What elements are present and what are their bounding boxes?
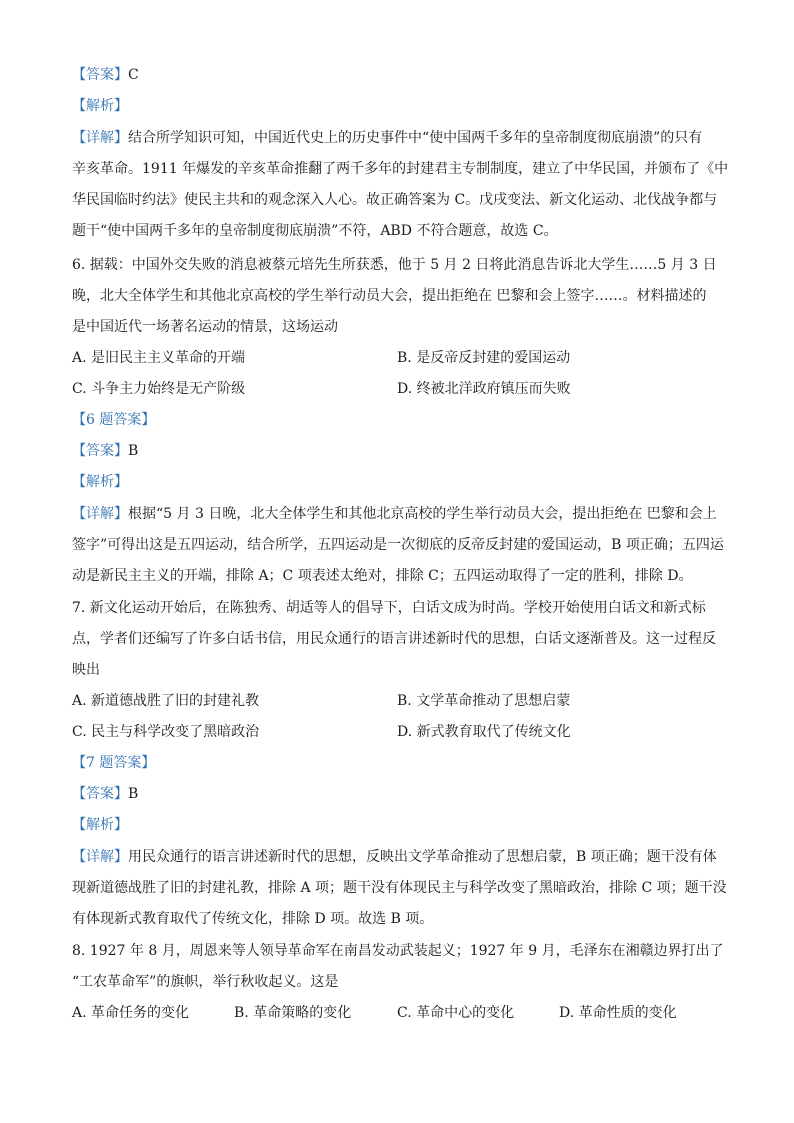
q7-answer-row — [72, 783, 138, 805]
q7-detail-line-2: 现新道德战胜了旧的封建礼教，排除 A 项；题干没有体现民主与科学改变了黑暗政治，排除 C 项；题干没 — [72, 880, 727, 896]
answer-value: B — [128, 786, 139, 802]
answer-value: C — [128, 67, 139, 83]
q7-stem-line-1: 7. 新文化运动开始后，在陈独秀、胡适等人的倡导下，白话文成为时尚。学校开始使用白话文和新式标 — [72, 600, 706, 616]
q5-detail-line-2: 辛亥革命。1911 年爆发的辛亥革命推翻了两千多年的封建君主专制制度，建立了中华民国，并颁布了《中 — [72, 161, 729, 177]
q5-analysis-tag: 【解析】 — [72, 98, 128, 114]
q6-stem-line-2: 晚，北大全体学生和其他北京高校的学生举行动员大会，提出拒绝在 巴黎和会上签字……。材料描述的 — [72, 288, 707, 304]
q6-detail-line-2: 签字”可得出这是五四运动，结合所学，五四运动是一次彻底的反帝反封建的爱国运动，B 项正确；五四运 — [72, 537, 724, 553]
answer-tag: 【答案】 — [72, 67, 128, 83]
q8-option-a: A. 革命任务的变化 — [72, 1005, 190, 1021]
q6-detail-line-1: 【详解】根据“5 月 3 日晚，北大全体学生和其他北京高校的学生举行动员大会，提出拒绝在 巴黎和会上 — [72, 506, 717, 522]
q7-option-c: C. 民主与科学改变了黑暗政治 — [72, 724, 260, 740]
q7-detail-line-1: 【详解】用民众通行的语言讲述新时代的思想，反映出文学革命推动了思想启蒙，B 项正确；题干没有体 — [72, 849, 717, 865]
q8-stem-line-2: “工农革命军”的旗帜，举行秋收起义。这是 — [72, 974, 339, 990]
q6-stem-line-3: 是中国近代一场著名运动的情景，这场运动 — [72, 319, 338, 335]
q8-stem-line-1: 8. 1927 年 8 月，周恩来等人领导革命军在南昌发动武装起义；1927 年 9 月，毛泽东在湘赣边界打出了 — [72, 943, 724, 959]
q8-option-b: B. 革命策略的变化 — [234, 1005, 352, 1021]
answer-tag: 【答案】 — [72, 786, 128, 802]
q7-detail-line-3: 有体现新式教育取代了传统文化，排除 D 项。故选 B 项。 — [72, 911, 434, 927]
q8-option-c: C. 革命中心的变化 — [397, 1005, 515, 1021]
q5-detail-line-4: 题干“使中国两千多年的皇帝制度彻底崩溃”不符，ABD 不符合题意，故选 C。 — [72, 223, 558, 239]
q7-stem-line-3: 映出 — [72, 662, 100, 678]
q7-analysis-tag: 【解析】 — [72, 817, 128, 833]
q6-analysis-tag: 【解析】 — [72, 474, 128, 490]
q7-option-d: D. 新式教育取代了传统文化 — [397, 724, 571, 740]
q8-option-d: D. 革命性质的变化 — [559, 1005, 677, 1021]
detail-tag: 【详解】 — [72, 506, 128, 522]
detail-tag: 【详解】 — [72, 849, 128, 865]
q5-answer-row — [72, 64, 139, 86]
q7-option-b: B. 文学革命推动了思想启蒙 — [397, 693, 571, 709]
q7-section-tag: 【7 题答案】 — [72, 755, 156, 771]
q6-option-d: D. 终被北洋政府镇压而失败 — [397, 381, 571, 397]
q6-option-c: C. 斗争主力始终是无产阶级 — [72, 381, 246, 397]
q5-detail-line-1: 【详解】结合所学知识可知，中国近代史上的历史事件中“使中国两千多年的皇帝制度彻底崩溃”的只有 — [72, 130, 703, 146]
q7-option-a: A. 新道德战胜了旧的封建礼教 — [72, 693, 260, 709]
q6-section-tag: 【6 题答案】 — [72, 412, 156, 428]
answer-value: B — [128, 443, 139, 459]
q6-detail-line-3: 动是新民主主义的开端，排除 A；C 项表述太绝对，排除 C；五四运动取得了一定的胜利，排除 D。 — [72, 568, 693, 584]
answer-tag: 【答案】 — [72, 443, 128, 459]
q6-answer-row — [72, 440, 138, 462]
detail-tag: 【详解】 — [72, 130, 128, 146]
q5-detail-line-3: 华民国临时约法》使民主共和的观念深入人心。故正确答案为 C。戊戌变法、新文化运动、北伐战争都与 — [72, 192, 718, 208]
q6-option-b: B. 是反帝反封建的爱国运动 — [397, 350, 571, 366]
q6-stem-line-1: 6. 据载：中国外交失败的消息被蔡元培先生所获悉，他于 5 月 2 日将此消息告诉北大学生……5 月 3 日 — [72, 257, 717, 273]
q7-stem-line-2: 点，学者们还编写了许多白话书信，用民众通行的语言讲述新时代的思想，白话文逐渐普及。这一过程反 — [72, 631, 716, 647]
q6-option-a: A. 是旧民主主义革命的开端 — [72, 350, 246, 366]
